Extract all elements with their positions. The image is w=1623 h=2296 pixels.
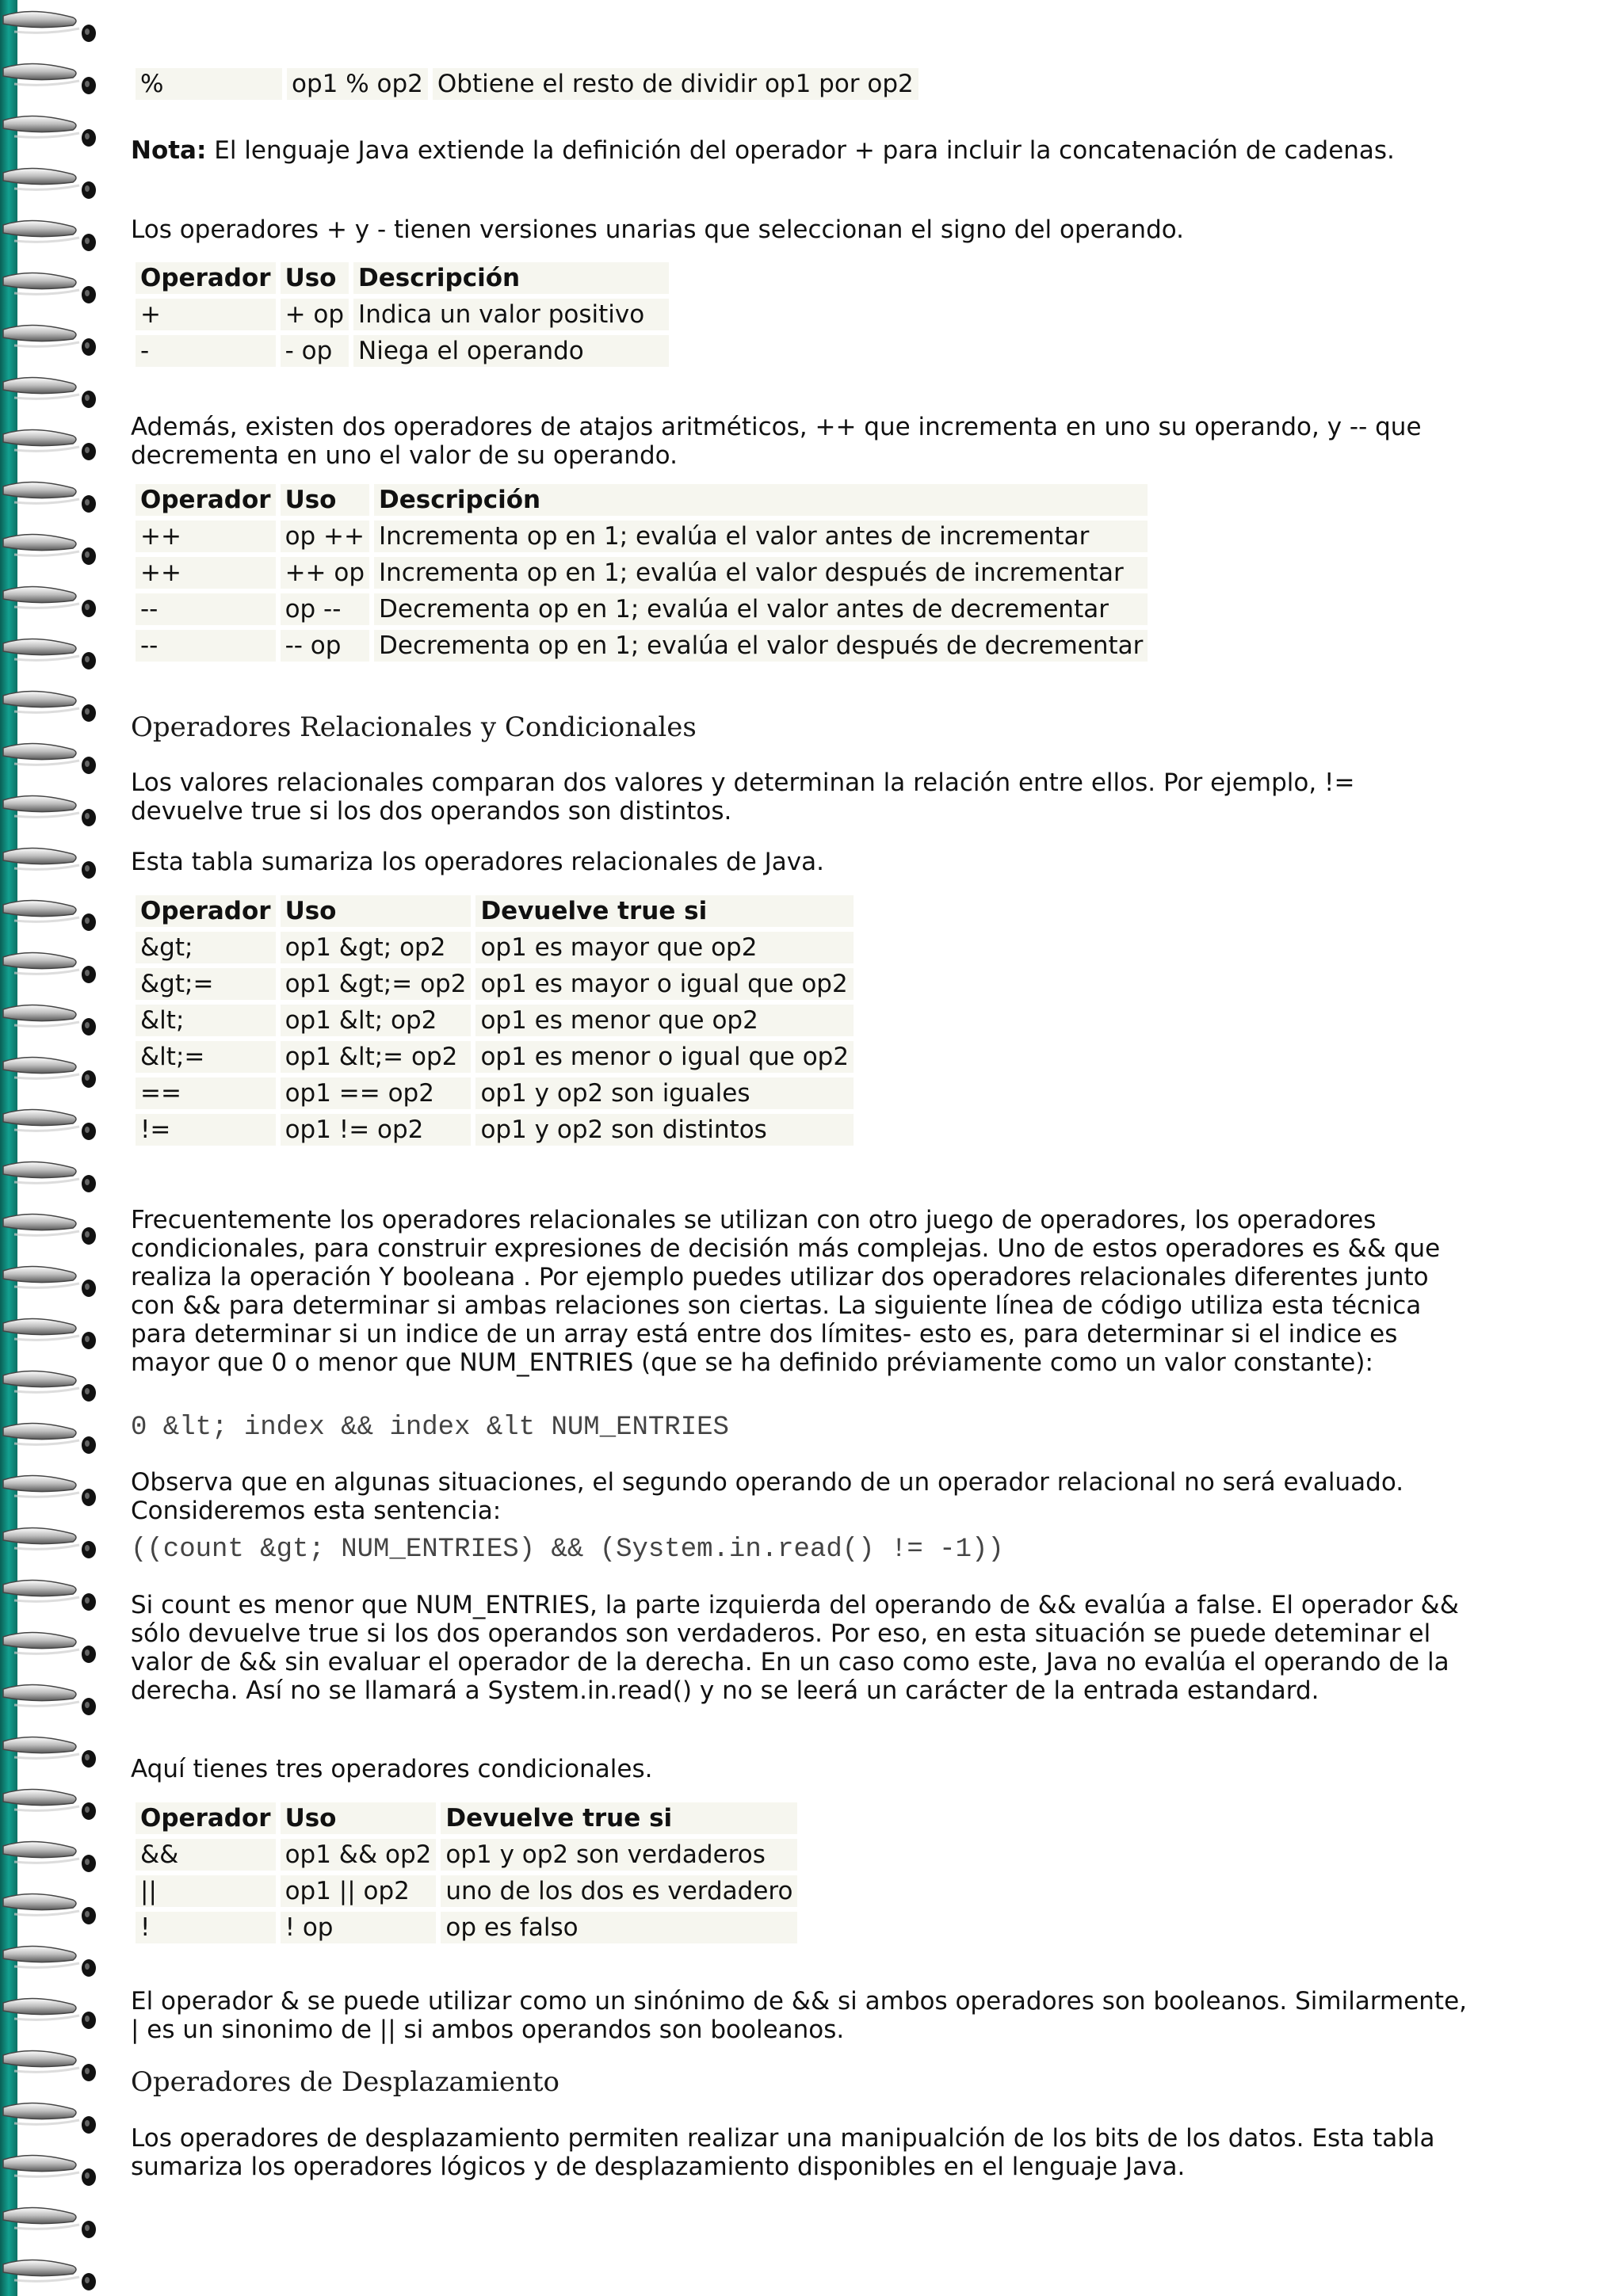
cell-devuelve: op1 es menor o igual que op2 bbox=[475, 1041, 854, 1073]
header-uso: Uso bbox=[281, 484, 369, 516]
table-row bbox=[136, 1875, 797, 1907]
header-descripcion: Descripción bbox=[353, 262, 669, 294]
table-row bbox=[136, 521, 1148, 552]
header-operador: Operador bbox=[136, 1802, 276, 1834]
cell-operador: || bbox=[136, 1875, 276, 1907]
table-header-row bbox=[136, 262, 669, 294]
table-row bbox=[136, 593, 1148, 625]
header-devuelve: Devuelve true si bbox=[441, 1802, 797, 1834]
cell-uso: ++ op bbox=[281, 557, 369, 589]
table-aritmetico-resto bbox=[131, 63, 923, 105]
cell-devuelve: op1 y op2 son iguales bbox=[475, 1077, 854, 1109]
relacionales-paragraph-2: Esta tabla sumariza los operadores relacionales de Java. bbox=[131, 848, 824, 876]
table-unarios bbox=[131, 257, 674, 372]
table-row bbox=[136, 932, 854, 963]
cell-operador: != bbox=[136, 1114, 276, 1146]
table-row bbox=[136, 630, 1148, 662]
cell-devuelve: op1 y op2 son distintos bbox=[475, 1114, 854, 1146]
table-row bbox=[136, 1114, 854, 1146]
table-row bbox=[136, 68, 918, 100]
cell-operador: &gt;= bbox=[136, 968, 276, 1000]
table-row bbox=[136, 1077, 854, 1109]
cell-operador: % bbox=[136, 68, 282, 100]
atajos-paragraph: Además, existen dos operadores de atajos aritméticos, ++ que incrementa en uno su operando, y -- que decrementa en uno el valor de su operando. bbox=[131, 413, 1422, 470]
nota-label: Nota: bbox=[131, 136, 207, 165]
cell-uso: op -- bbox=[281, 593, 369, 625]
unarios-paragraph: Los operadores + y - tienen versiones unarias que seleccionan el signo del operando. bbox=[131, 215, 1185, 244]
cell-descripcion: Decrementa op en 1; evalúa el valor después de decrementar bbox=[374, 630, 1148, 662]
spiral-binding bbox=[0, 0, 107, 2296]
table-atajos bbox=[131, 479, 1152, 666]
cell-uso: - op bbox=[281, 335, 349, 367]
cell-descripcion: Niega el operando bbox=[353, 335, 669, 367]
table-row bbox=[136, 299, 669, 330]
table-relacionales bbox=[131, 891, 858, 1150]
table-header-row bbox=[136, 484, 1148, 516]
code-snippet-1: 0 &lt; index && index &lt NUM_ENTRIES bbox=[131, 1413, 729, 1443]
nota-text: El lenguaje Java extiende la definición del operador + para incluir la concatenación de cadenas. bbox=[206, 136, 1395, 165]
cell-operador: ++ bbox=[136, 521, 276, 552]
cell-operador: == bbox=[136, 1077, 276, 1109]
table-row bbox=[136, 1912, 797, 1943]
cell-operador: &gt; bbox=[136, 932, 276, 963]
header-devuelve: Devuelve true si bbox=[475, 895, 854, 927]
cell-devuelve: op1 y op2 son verdaderos bbox=[441, 1839, 797, 1871]
cell-descripcion: Decrementa op en 1; evalúa el valor antes de decrementar bbox=[374, 593, 1148, 625]
cell-operador: -- bbox=[136, 630, 276, 662]
cell-uso: op1 && op2 bbox=[281, 1839, 437, 1871]
header-descripcion: Descripción bbox=[374, 484, 1148, 516]
cell-operador: &lt; bbox=[136, 1005, 276, 1036]
nota-paragraph bbox=[131, 136, 1470, 165]
table-header-row bbox=[136, 895, 854, 927]
table-row bbox=[136, 1839, 797, 1871]
cell-descripcion: Incrementa op en 1; evalúa el valor antes de incrementar bbox=[374, 521, 1148, 552]
cell-descripcion: Obtiene el resto de dividir op1 por op2 bbox=[433, 68, 918, 100]
header-operador: Operador bbox=[136, 484, 276, 516]
header-operador: Operador bbox=[136, 895, 276, 927]
cell-operador: - bbox=[136, 335, 276, 367]
cell-uso: op ++ bbox=[281, 521, 369, 552]
header-uso: Uso bbox=[281, 262, 349, 294]
heading-desplazamiento: Operadores de Desplazamiento bbox=[131, 2066, 560, 2098]
table-row bbox=[136, 1041, 854, 1073]
relacionales-paragraph-1: Los valores relacionales comparan dos valores y determinan la relación entre ellos. Por ejemplo, != devuelve true si los dos operandos son distintos. bbox=[131, 769, 1355, 826]
cell-uso: op1 != op2 bbox=[281, 1114, 472, 1146]
cell-descripcion: Incrementa op en 1; evalúa el valor después de incrementar bbox=[374, 557, 1148, 589]
cell-operador: && bbox=[136, 1839, 276, 1871]
cell-uso: op1 &gt; op2 bbox=[281, 932, 472, 963]
cell-uso: op1 || op2 bbox=[281, 1875, 437, 1907]
table-row bbox=[136, 335, 669, 367]
header-uso: Uso bbox=[281, 1802, 437, 1834]
table-header-row bbox=[136, 1802, 797, 1834]
cell-uso: op1 == op2 bbox=[281, 1077, 472, 1109]
header-uso: Uso bbox=[281, 895, 472, 927]
cell-uso: op1 % op2 bbox=[287, 68, 428, 100]
cell-descripcion: Indica un valor positivo bbox=[353, 299, 669, 330]
cell-uso: ! op bbox=[281, 1912, 437, 1943]
cell-operador: &lt;= bbox=[136, 1041, 276, 1073]
si-count-paragraph: Si count es menor que NUM_ENTRIES, la parte izquierda del operando de && evalúa a false. El operador && sólo devuelve true si los dos operandos son verdaderos. Por eso, en esta situación se puede deteminar el valor de && sin evaluar el operador de la derecha. En un caso como este, Java no evalúa el operando de la derecha. Así no se llamará a System.in.read() y no se leerá un carácter de la entrada estandard. bbox=[131, 1591, 1459, 1705]
desplazamiento-paragraph: Los operadores de desplazamiento permiten realizar una manipualción de los bits de los datos. Esta tabla sumariza los operadores lógicos y de desplazamiento disponibles en el lenguaje Java. bbox=[131, 2124, 1435, 2181]
table-condicionales bbox=[131, 1798, 802, 1948]
cell-uso: -- op bbox=[281, 630, 369, 662]
heading-relacionales: Operadores Relacionales y Condicionales bbox=[131, 711, 697, 743]
cell-uso: op1 &lt;= op2 bbox=[281, 1041, 472, 1073]
cell-devuelve: op1 es mayor que op2 bbox=[475, 932, 854, 963]
cell-uso: op1 &gt;= op2 bbox=[281, 968, 472, 1000]
cell-devuelve: op1 es menor que op2 bbox=[475, 1005, 854, 1036]
table-row bbox=[136, 557, 1148, 589]
cell-devuelve: op1 es mayor o igual que op2 bbox=[475, 968, 854, 1000]
header-operador: Operador bbox=[136, 262, 276, 294]
cell-operador: ++ bbox=[136, 557, 276, 589]
cell-operador: ! bbox=[136, 1912, 276, 1943]
table-row bbox=[136, 1005, 854, 1036]
frecuentemente-paragraph: Frecuentemente los operadores relacionales se utilizan con otro juego de operadores, los operadores condicionales, para construir expresiones de decisión más complejas. Uno de estos operadores es && que realiza la operación Y booleana . Por ejemplo puedes utilizar dos operadores relacionales diferentes junto con && para determinar si ambas relaciones son ciertas. La siguiente línea de código utiliza esta técnica para determinar si un indice de un array está entre dos límites- esto es, para determinar si el indice es mayor que 0 o menor que NUM_ENTRIES (que se ha definido préviamente como un valor constante): bbox=[131, 1206, 1441, 1377]
code-snippet-2: ((count &gt; NUM_ENTRIES) && (System.in.read() != -1)) bbox=[131, 1535, 1004, 1565]
table-row bbox=[136, 968, 854, 1000]
aqui-paragraph: Aquí tienes tres operadores condicionales. bbox=[131, 1755, 653, 1783]
observa-paragraph: Observa que en algunas situaciones, el segundo operando de un operador relacional no será evaluado. Consideremos esta sentencia: bbox=[131, 1468, 1404, 1525]
cell-operador: -- bbox=[136, 593, 276, 625]
cell-uso: op1 &lt; op2 bbox=[281, 1005, 472, 1036]
operador-and-paragraph: El operador & se puede utilizar como un sinónimo de && si ambos operadores son booleanos. Similarmente, | es un sinonimo de || si ambos operandos son booleanos. bbox=[131, 1987, 1468, 2044]
cell-operador: + bbox=[136, 299, 276, 330]
cell-uso: + op bbox=[281, 299, 349, 330]
cell-devuelve: op es falso bbox=[441, 1912, 797, 1943]
cell-devuelve: uno de los dos es verdadero bbox=[441, 1875, 797, 1907]
